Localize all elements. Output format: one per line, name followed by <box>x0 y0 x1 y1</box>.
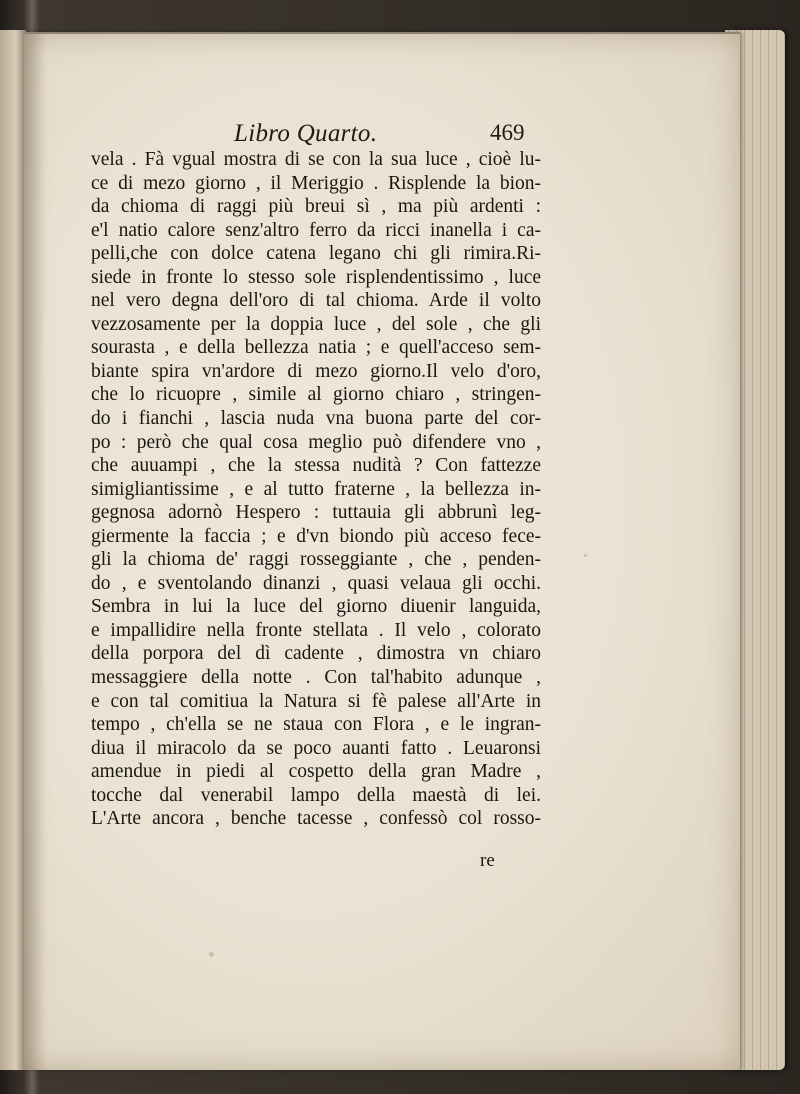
text-line: diua il miracolo da se poco auanti fatto . Leuaronsi <box>91 737 541 759</box>
text-line: della porpora del dì cadente , dimostra vn chiaro <box>91 643 541 665</box>
text-line: siede in fronte lo stesso sole risplendentissimo , luce <box>91 266 541 288</box>
text-line: e impallidire nella fronte stellata . Il velo , colorato <box>91 619 541 641</box>
text-line: tempo , ch'ella se ne staua con Flora , e le ingran- <box>91 714 541 736</box>
gutter-shadow <box>24 34 46 1070</box>
text-line: amendue in piedi al cospetto della gran Madre , <box>91 761 541 783</box>
text-line: e'l natio calore senz'altro ferro da ricci inanella i ca- <box>91 219 541 241</box>
text-line: L'Arte ancora , benche tacesse , confessò col rosso- <box>91 808 541 830</box>
text-line: do i fianchi , lascia nuda vna buona parte del cor- <box>91 408 541 430</box>
book-page <box>24 32 740 1070</box>
catchword: re <box>480 850 495 871</box>
text-line: sourasta , e della bellezza natia ; e quell'acceso sem- <box>91 337 541 359</box>
text-line: tocche dal venerabil lampo della maestà di lei. <box>91 784 541 806</box>
paper-spot <box>209 952 214 957</box>
body-text <box>91 148 541 831</box>
text-line: giermente la faccia ; e d'vn biondo più acceso fece- <box>91 525 541 547</box>
text-line: do , e sventolando dinanzi , quasi velaua gli occhi. <box>91 572 541 594</box>
text-line: Sembra in lui la luce del giorno diuenir languida, <box>91 596 541 618</box>
text-line: da chioma di raggi più breui sì , ma più ardenti : <box>91 196 541 218</box>
text-line: simigliantissime , e al tutto fraterne , la bellezza in- <box>91 478 541 500</box>
page-number: 469 <box>490 120 525 145</box>
paper-spot <box>584 554 587 557</box>
page-header <box>24 116 740 150</box>
text-line: biante spira vn'ardore di mezo giorno.Il velo d'oro, <box>91 360 541 382</box>
text-line: po : però che qual cosa meglio può difendere vno , <box>91 431 541 453</box>
text-line: che lo ricuopre , simile al giorno chiaro , stringen- <box>91 384 541 406</box>
text-line: messaggiere della notte . Con tal'habito adunque , <box>91 667 541 689</box>
text-line: pelli,che con dolce catena legano chi gli rimira.Ri- <box>91 243 541 265</box>
text-line: e con tal comitiua la Natura si fè palese all'Arte in <box>91 690 541 712</box>
running-title: Libro Quarto. <box>234 120 378 147</box>
text-line: gegnosa adornò Hespero : tuttauia gli abbrunì leg- <box>91 502 541 524</box>
text-line: nel vero degna dell'oro di tal chioma. Arde il volto <box>91 290 541 312</box>
text-line: gli la chioma de' raggi rosseggiante , che , penden- <box>91 549 541 571</box>
text-line: ce di mezo giorno , il Meriggio . Risplende la bion- <box>91 172 541 194</box>
text-line: che auuampi , che la stessa nudità ? Con fattezze <box>91 455 541 477</box>
text-line: vela . Fà vgual mostra di se con la sua luce , cioè lu- <box>91 149 541 170</box>
left-page-edge <box>0 30 27 1070</box>
text-line: vezzosamente per la doppia luce , del sole , che gli <box>91 313 541 335</box>
